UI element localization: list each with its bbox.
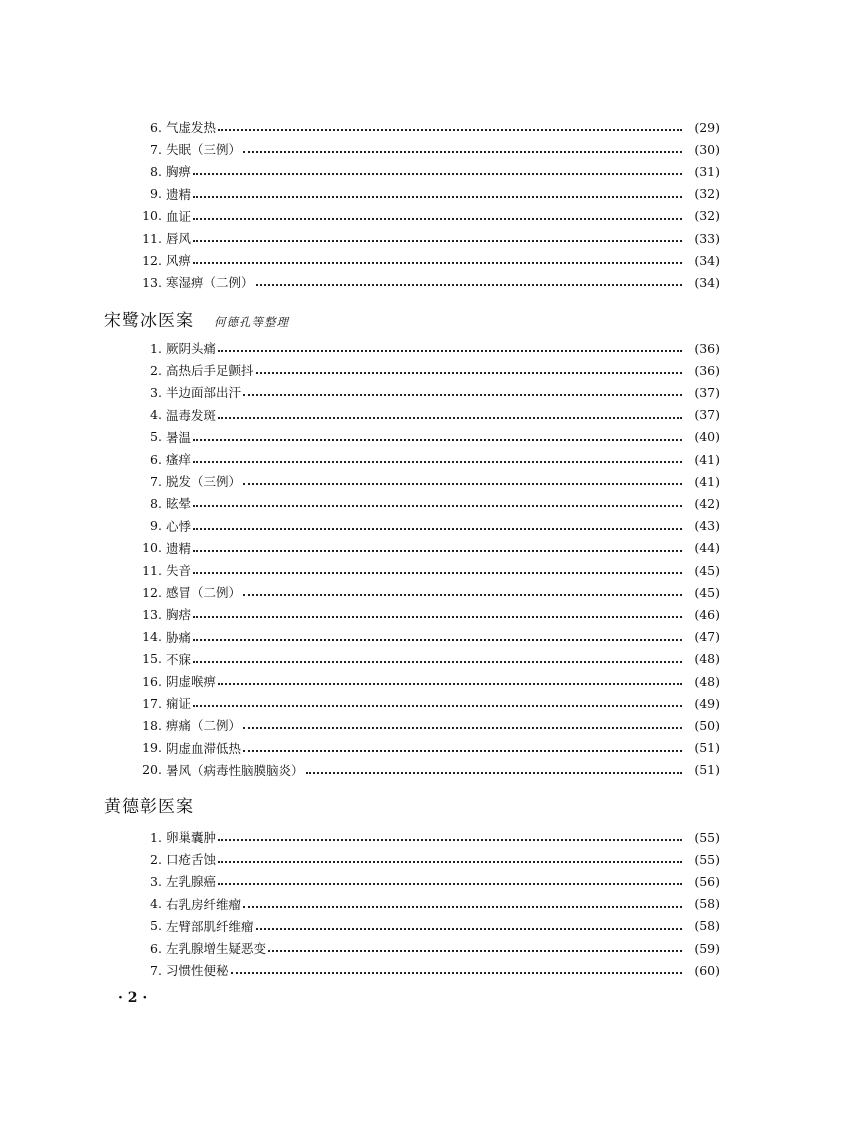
entry-page-number: (36)	[694, 362, 720, 378]
toc-entry[interactable]	[130, 448, 720, 470]
entry-page-number: (42)	[694, 495, 720, 511]
dot-leader	[193, 616, 682, 618]
dot-leader	[243, 151, 682, 153]
entry-title: 血证	[166, 208, 192, 224]
toc-entry[interactable]	[130, 648, 720, 670]
entry-page-number: (47)	[694, 629, 720, 645]
toc-entry[interactable]	[130, 337, 720, 359]
entry-title: 失眠（三例）	[166, 142, 242, 158]
dot-leader	[256, 928, 682, 930]
entry-number-separator: .	[158, 740, 162, 756]
entry-title: 暑温	[166, 429, 192, 445]
entry-number-separator: .	[158, 518, 162, 534]
toc-entry[interactable]	[130, 183, 720, 205]
entry-number: 2	[150, 851, 158, 867]
entry-title: 暑风（病毒性脑膜脑炎）	[166, 762, 304, 778]
toc-entry[interactable]	[130, 670, 720, 692]
entry-number: 1	[150, 340, 158, 356]
entry-page-number: (46)	[694, 606, 720, 622]
entry-page-number: (48)	[694, 651, 720, 667]
entry-number-separator: .	[158, 451, 162, 467]
entry-number: 13	[142, 274, 158, 290]
entry-page-number: (30)	[694, 141, 720, 157]
entry-page-number: (33)	[694, 230, 720, 246]
entry-title: 眩晕	[166, 496, 192, 512]
entry-number: 11	[142, 562, 158, 578]
section-credit: 何德孔等整理	[214, 315, 289, 329]
toc-entry[interactable]	[130, 937, 720, 959]
entry-number-separator: .	[158, 141, 162, 157]
section-heading	[104, 306, 289, 332]
dot-leader	[218, 883, 682, 885]
entry-number: 7	[150, 473, 158, 489]
entry-number: 5	[150, 429, 158, 445]
entry-title: 遗精	[166, 540, 192, 556]
toc-entry[interactable]	[130, 404, 720, 426]
entry-title: 卵巢囊肿	[166, 830, 217, 845]
entry-number-separator: .	[158, 407, 162, 423]
entry-number: 14	[142, 629, 158, 645]
entry-page-number: (34)	[694, 274, 720, 290]
dot-leader	[218, 417, 682, 419]
entry-number: 2	[150, 362, 158, 378]
entry-number-separator: .	[158, 851, 162, 867]
dot-leader	[193, 262, 682, 264]
toc-entry[interactable]	[130, 848, 720, 870]
entry-number: 10	[142, 540, 158, 556]
toc-entry[interactable]	[130, 470, 720, 492]
toc-entry[interactable]	[130, 603, 720, 625]
entry-number-separator: .	[158, 362, 162, 378]
entry-number-separator: .	[158, 230, 162, 246]
entry-title: 痹痛（二例）	[166, 718, 242, 734]
dot-leader	[193, 505, 682, 507]
entry-number-separator: .	[158, 584, 162, 600]
entry-number: 7	[150, 141, 158, 157]
entry-number: 3	[150, 873, 158, 889]
entry-number: 8	[150, 163, 158, 179]
entry-number-separator: .	[158, 962, 162, 978]
toc-entry[interactable]	[130, 759, 720, 781]
dot-leader	[218, 861, 682, 863]
dot-leader	[218, 839, 682, 841]
entry-title: 失音	[166, 563, 192, 578]
dot-leader	[243, 594, 682, 596]
entry-page-number: (31)	[694, 163, 720, 179]
toc-entry[interactable]	[130, 915, 720, 937]
entry-title: 高热后手足颤抖	[166, 363, 254, 379]
dot-leader	[193, 196, 682, 198]
entry-title: 习惯性便秘	[166, 963, 229, 979]
dot-leader	[243, 483, 682, 485]
entry-page-number: (51)	[694, 740, 720, 756]
toc-entry[interactable]	[130, 271, 720, 293]
entry-title: 左臂部肌纤维瘤	[166, 918, 254, 934]
dot-leader	[218, 683, 682, 685]
dot-leader	[256, 284, 682, 286]
toc-entry[interactable]	[130, 826, 720, 848]
entry-page-number: (49)	[694, 695, 720, 711]
entry-number: 16	[142, 673, 158, 689]
toc-entry[interactable]	[130, 138, 720, 160]
entry-number-separator: .	[158, 540, 162, 556]
entry-number-separator: .	[158, 940, 162, 956]
page-number: · 2 ·	[118, 990, 148, 1006]
entry-number: 18	[142, 717, 158, 733]
entry-title: 右乳房纤维瘤	[166, 896, 242, 912]
entry-page-number: (50)	[694, 717, 720, 733]
entry-number: 9	[150, 518, 158, 534]
entry-number: 4	[150, 407, 158, 423]
entry-title: 胸痞	[166, 607, 192, 623]
entry-number-separator: .	[158, 495, 162, 511]
entry-number-separator: .	[158, 473, 162, 489]
entry-number-separator: .	[158, 186, 162, 202]
toc-entry[interactable]	[130, 249, 720, 271]
toc-entry[interactable]	[130, 381, 720, 403]
entry-title: 气虚发热	[166, 120, 217, 135]
toc-entry[interactable]	[130, 160, 720, 182]
entry-number: 6	[150, 451, 158, 467]
entry-title: 温毒发斑	[166, 407, 217, 423]
toc-entry[interactable]	[130, 492, 720, 514]
entry-title: 遗精	[166, 186, 192, 202]
entry-number-separator: .	[158, 717, 162, 733]
entry-number-separator: .	[158, 384, 162, 400]
toc-entry[interactable]	[130, 227, 720, 249]
entry-title: 口疮舌蚀	[166, 852, 217, 868]
toc-entry[interactable]	[130, 581, 720, 603]
toc-entry[interactable]	[130, 515, 720, 537]
entry-page-number: (32)	[694, 186, 720, 202]
entry-title: 胸痹	[166, 164, 192, 180]
dot-leader	[193, 639, 682, 641]
dot-leader	[193, 705, 682, 707]
entry-number-separator: .	[158, 163, 162, 179]
entry-number-separator: .	[158, 274, 162, 290]
entry-page-number: (37)	[694, 384, 720, 400]
entry-number-separator: .	[158, 918, 162, 934]
entry-page-number: (58)	[694, 896, 720, 912]
entry-page-number: (48)	[694, 673, 720, 689]
toc-entry[interactable]	[130, 626, 720, 648]
entry-title: 左乳腺癌	[166, 874, 217, 890]
dot-leader	[243, 906, 682, 908]
entry-page-number: (59)	[694, 940, 720, 956]
entry-number: 4	[150, 896, 158, 912]
entry-title: 心悸	[166, 518, 192, 534]
toc-entry[interactable]	[130, 737, 720, 759]
entry-title: 风痹	[166, 253, 192, 269]
dot-leader	[193, 240, 682, 242]
entry-page-number: (45)	[694, 584, 720, 600]
toc-entry[interactable]	[130, 559, 720, 581]
toc-entry[interactable]	[130, 116, 720, 138]
entry-title: 不寐	[166, 651, 192, 667]
entry-title: 感冒（二例）	[166, 585, 242, 601]
entry-page-number: (41)	[694, 473, 720, 489]
toc-entry[interactable]	[130, 714, 720, 736]
dot-leader	[193, 173, 682, 175]
entry-page-number: (45)	[694, 562, 720, 578]
entry-page-number: (36)	[694, 340, 720, 356]
entry-number: 20	[142, 762, 158, 778]
entry-number: 3	[150, 384, 158, 400]
entry-page-number: (51)	[694, 762, 720, 778]
dot-leader	[268, 950, 682, 952]
entry-page-number: (37)	[694, 407, 720, 423]
dot-leader	[193, 218, 682, 220]
dot-leader	[243, 750, 682, 752]
entry-title: 厥阴头痛	[166, 341, 217, 356]
entry-number: 10	[142, 208, 158, 224]
toc-entry[interactable]	[130, 870, 720, 892]
entry-page-number: (55)	[694, 851, 720, 867]
entry-title: 唇风	[166, 231, 192, 246]
entry-number: 8	[150, 495, 158, 511]
entry-title: 半边面部出汗	[166, 385, 242, 401]
entry-page-number: (44)	[694, 540, 720, 556]
entry-number-separator: .	[158, 695, 162, 711]
entry-number: 7	[150, 962, 158, 978]
entry-number-separator: .	[158, 762, 162, 778]
dot-leader	[256, 372, 682, 374]
entry-number-separator: .	[158, 896, 162, 912]
entry-number: 6	[150, 119, 158, 135]
dot-leader	[193, 661, 682, 663]
dot-leader	[218, 129, 682, 131]
entry-title: 胁痛	[166, 629, 192, 645]
dot-leader	[193, 528, 682, 530]
entry-page-number: (34)	[694, 252, 720, 268]
entry-page-number: (60)	[694, 962, 720, 978]
entry-number: 13	[142, 606, 158, 622]
entry-number: 15	[142, 651, 158, 667]
dot-leader	[193, 439, 682, 441]
entry-number: 6	[150, 940, 158, 956]
entry-number: 12	[142, 584, 158, 600]
entry-page-number: (40)	[694, 429, 720, 445]
entry-number: 1	[150, 829, 158, 845]
entry-number-separator: .	[158, 651, 162, 667]
entry-title: 痫证	[166, 696, 192, 712]
toc-entry[interactable]	[130, 205, 720, 227]
dot-leader	[306, 772, 682, 774]
entry-number-separator: .	[158, 562, 162, 578]
entry-number-separator: .	[158, 673, 162, 689]
dot-leader	[193, 461, 682, 463]
toc-entry[interactable]	[130, 893, 720, 915]
entry-title: 阴虚血滞低热	[166, 740, 242, 756]
entry-number-separator: .	[158, 829, 162, 845]
entry-title: 脱发（三例）	[166, 474, 242, 490]
dot-leader	[218, 350, 682, 352]
entry-number-separator: .	[158, 429, 162, 445]
entry-number-separator: .	[158, 208, 162, 224]
entry-number: 9	[150, 186, 158, 202]
toc-entry[interactable]	[130, 359, 720, 381]
dot-leader	[243, 727, 682, 729]
section-title: 宋鹭冰医案	[104, 311, 194, 331]
entry-number-separator: .	[158, 629, 162, 645]
toc-entry[interactable]	[130, 959, 720, 981]
entry-number-separator: .	[158, 606, 162, 622]
entry-number-separator: .	[158, 340, 162, 356]
entry-number: 11	[142, 230, 158, 246]
entry-page-number: (56)	[694, 873, 720, 889]
entry-number: 12	[142, 252, 158, 268]
entry-page-number: (43)	[694, 518, 720, 534]
toc-entry[interactable]	[130, 426, 720, 448]
entry-title: 左乳腺增生疑恶变	[166, 941, 267, 956]
entry-page-number: (41)	[694, 451, 720, 467]
dot-leader	[193, 550, 682, 552]
dot-leader	[243, 394, 682, 396]
entry-page-number: (58)	[694, 918, 720, 934]
entry-page-number: (55)	[694, 829, 720, 845]
entry-number-separator: .	[158, 252, 162, 268]
entry-number: 17	[142, 695, 158, 711]
entry-number: 19	[142, 740, 158, 756]
section-heading	[104, 792, 194, 818]
toc-entry[interactable]	[130, 692, 720, 714]
entry-number: 5	[150, 918, 158, 934]
dot-leader	[193, 572, 682, 574]
entry-number-separator: .	[158, 119, 162, 135]
entry-page-number: (29)	[694, 119, 720, 135]
dot-leader	[231, 972, 682, 974]
entry-page-number: (32)	[694, 208, 720, 224]
entry-number-separator: .	[158, 873, 162, 889]
section-title: 黄德彰医案	[104, 797, 194, 817]
toc-entry[interactable]	[130, 537, 720, 559]
entry-title: 阴虚喉痹	[166, 674, 217, 689]
entry-title: 瘙痒	[166, 452, 192, 467]
entry-title: 寒湿痹（二例）	[166, 275, 254, 291]
